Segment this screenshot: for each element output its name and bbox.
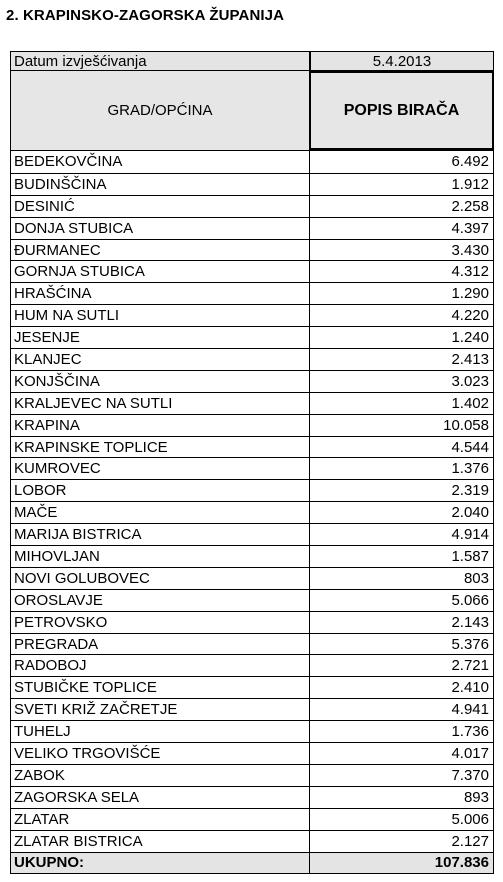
voter-count: 1.402: [451, 394, 489, 412]
voters-table: [10, 51, 494, 874]
municipality-name: KRAPINA: [11, 415, 310, 436]
municipality-name: HRAŠĆINA: [11, 283, 310, 304]
municipality-name: ZABOK: [11, 765, 310, 786]
municipality-name: OROSLAVJE: [11, 590, 310, 611]
table-row: [11, 808, 493, 830]
municipality-name: GORNJA STUBICA: [11, 261, 310, 282]
table-row: [11, 392, 493, 414]
voter-count: 4.544: [451, 438, 489, 456]
table-row: [11, 676, 493, 698]
voter-count: 1.240: [451, 329, 489, 347]
voter-count: 1.912: [451, 175, 489, 193]
table-row: [11, 589, 493, 611]
voter-count: 2.410: [451, 679, 489, 697]
municipality-name: LOBOR: [11, 480, 310, 501]
total-label: UKUPNO:: [11, 853, 310, 873]
municipality-name: JESENJE: [11, 327, 310, 348]
voter-count: 4.914: [451, 526, 489, 544]
voter-count: 5.006: [451, 810, 489, 828]
municipality-name: KUMROVEC: [11, 458, 310, 479]
voter-count: 10.058: [443, 416, 489, 434]
voter-count: 1.376: [451, 460, 489, 478]
table-row: [11, 501, 493, 523]
voter-count: 1.290: [451, 285, 489, 303]
voter-count: 4.017: [451, 745, 489, 763]
header-right-column: [310, 52, 493, 150]
table-row: [11, 720, 493, 742]
municipality-name: SVETI KRIŽ ZAČRETJE: [11, 699, 310, 720]
table-row: [11, 764, 493, 786]
table-row: [11, 545, 493, 567]
municipality-name: HUM NA SUTLI: [11, 305, 310, 326]
voter-count: 803: [463, 569, 489, 587]
voter-count: 7.370: [451, 766, 489, 784]
municipality-name: KONJŠČINA: [11, 371, 310, 392]
voter-count: 2.258: [451, 197, 489, 215]
table-row: [11, 348, 493, 370]
voter-count: 2.319: [451, 482, 489, 500]
municipality-name: NOVI GOLUBOVEC: [11, 568, 310, 589]
table-row: [11, 479, 493, 501]
voter-count: 6.492: [451, 153, 489, 170]
voter-count: 2.143: [451, 613, 489, 631]
table-row: [11, 414, 493, 436]
municipality-name: ZLATAR: [11, 809, 310, 830]
table-row: [11, 523, 493, 545]
total-value: 107.836: [434, 853, 489, 871]
table-row: [11, 742, 493, 764]
table-row: [11, 611, 493, 633]
municipality-name: PETROVSKO: [11, 612, 310, 633]
voter-count: 5.376: [451, 635, 489, 653]
voter-count: 1.587: [451, 548, 489, 566]
municipality-name: MIHOVLJAN: [11, 546, 310, 567]
table-row: [11, 304, 493, 326]
table-header: [11, 52, 493, 151]
voter-count: 2.127: [451, 832, 489, 850]
municipality-name: ĐURMANEC: [11, 240, 310, 261]
table-row: [11, 370, 493, 392]
voter-count: 4.220: [451, 307, 489, 325]
municipality-name: MAČE: [11, 502, 310, 523]
table-row: [11, 436, 493, 458]
table-row: [11, 326, 493, 348]
voter-count: 3.430: [451, 241, 489, 259]
table-row: [11, 654, 493, 676]
voter-count: 2.721: [451, 657, 489, 675]
municipality-name: BEDEKOVČINA: [11, 151, 310, 173]
municipality-name: KRALJEVEC NA SUTLI: [11, 393, 310, 414]
table-row: [11, 567, 493, 589]
table-row: [11, 151, 493, 173]
table-row: [11, 633, 493, 655]
page-title: 2. KRAPINSKO-ZAGORSKA ŽUPANIJA: [6, 7, 285, 24]
header-left-column: [11, 52, 310, 150]
voter-count: 3.023: [451, 372, 489, 390]
table-body: [11, 151, 493, 852]
column-header-city: GRAD/OPĆINA: [11, 71, 309, 150]
table-row: [11, 830, 493, 852]
municipality-name: RADOBOJ: [11, 655, 310, 676]
municipality-name: ZLATAR BISTRICA: [11, 831, 310, 852]
voter-count: 2.413: [451, 351, 489, 369]
municipality-name: KRAPINSKE TOPLICE: [11, 437, 310, 458]
table-row: [11, 786, 493, 808]
voter-count: 4.941: [451, 701, 489, 719]
municipality-name: TUHELJ: [11, 721, 310, 742]
table-row: [11, 282, 493, 304]
column-header-voters: POPIS BIRAČA: [309, 71, 494, 150]
voter-count: 4.312: [451, 263, 489, 281]
municipality-name: VELIKO TRGOVIŠĆE: [11, 743, 310, 764]
municipality-name: KLANJEC: [11, 349, 310, 370]
total-row: [11, 852, 493, 873]
table-row: [11, 195, 493, 217]
table-row: [11, 239, 493, 261]
voter-count: 1.736: [451, 723, 489, 741]
table-row: [11, 698, 493, 720]
municipality-name: PREGRADA: [11, 634, 310, 655]
voter-count: 4.397: [451, 219, 489, 237]
voter-count: 5.066: [451, 591, 489, 609]
date-value: 5.4.2013: [310, 52, 493, 71]
table-row: [11, 217, 493, 239]
table-row: [11, 457, 493, 479]
table-row: [11, 260, 493, 282]
municipality-name: STUBIČKE TOPLICE: [11, 677, 310, 698]
municipality-name: DESINIĆ: [11, 196, 310, 217]
municipality-name: ZAGORSKA SELA: [11, 787, 310, 808]
table-row: [11, 173, 493, 195]
municipality-name: DONJA STUBICA: [11, 218, 310, 239]
date-label: Datum izvješćivanja: [11, 52, 309, 71]
voter-count: 2.040: [451, 504, 489, 522]
voter-count: 893: [463, 788, 489, 806]
municipality-name: MARIJA BISTRICA: [11, 524, 310, 545]
municipality-name: BUDINŠČINA: [11, 174, 310, 195]
